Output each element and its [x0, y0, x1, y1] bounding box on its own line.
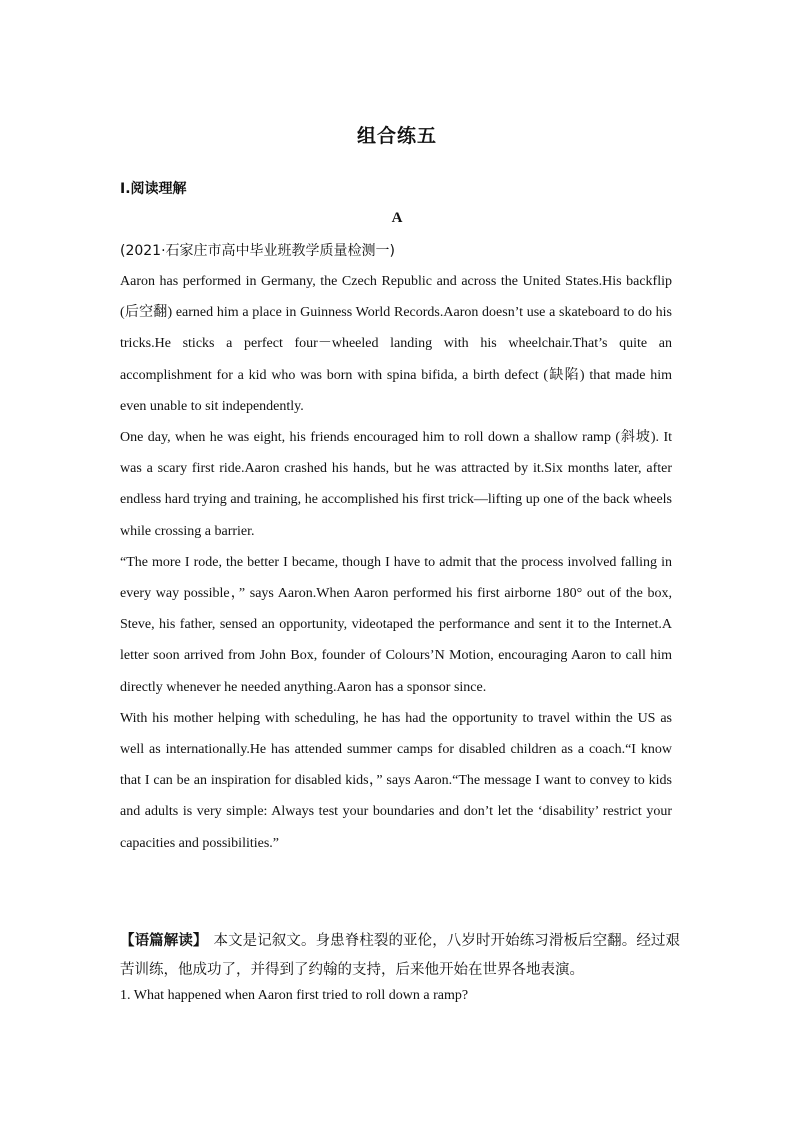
analysis-text: 本文是记叙文。身患脊柱裂的亚伦，八岁时开始练习滑板后空翻。经过艰苦训练，他成功了，并得到了约翰的支持，后来他开始在世界各地表演。 — [120, 933, 681, 978]
paragraph: With his mother helping with scheduling, he has had the opportunity to travel within the US as well as internationally.He has attended summer camps for disabled children as a coach.“I know that I can be an inspiration for disabled kids，” says Aaron.“The message I want to convey to kids and adults is very simple: Always test your boundaries and don’t let the ‘disability’ restrict your capacities and possibilities.” — [120, 710, 672, 851]
passage-source: (2021·石家庄市高中毕业班教学质量检测一) — [120, 243, 396, 259]
discourse-analysis — [120, 927, 680, 985]
passage-body — [120, 266, 672, 859]
paragraph: One day, when he was eight, his friends encouraged him to roll down a shallow ramp (斜坡). It was a scary first ride.Aaron crashed his hands, but he was attracted by it.Six months later, after endless hard trying and training, he accomplished his first trick—lifting up one of the back wheels while crossing a barrier. — [120, 430, 672, 539]
paragraph: Aaron has performed in Germany, the Czech Republic and across the United States.His backflip (后空翻) earned him a place in Guinness World Records.Aaron doesn’t use a skateboard to do his tricks.He sticks a perfect four－wheeled landing with his wheelchair.That’s quite an accomplishment for a kid who was born with spina bifida, a birth defect (缺陷) that made him even unable to sit independently. — [120, 274, 672, 414]
analysis-tag: 【语篇解读】 — [120, 933, 208, 949]
section-heading: Ⅰ.阅读理解 — [120, 181, 187, 197]
page-title: 组合练五 — [356, 125, 437, 147]
question-1: 1. What happened when Aaron first tried to roll down a ramp? — [120, 988, 469, 1003]
paragraph: “The more I rode, the better I became, though I have to admit that the process involved falling in every way possible，” says Aaron.When Aaron performed his first airborne 180° out of the box, Steve, his father, sensed an opportunity, videotaped the performance and sent it to the Internet.A letter soon arrived from John Box, founder of Colours’N Motion, encouraging Aaron to call him directly whenever he needed anything.Aaron has a sponsor since. — [120, 554, 672, 695]
passage-label: A — [391, 210, 403, 226]
